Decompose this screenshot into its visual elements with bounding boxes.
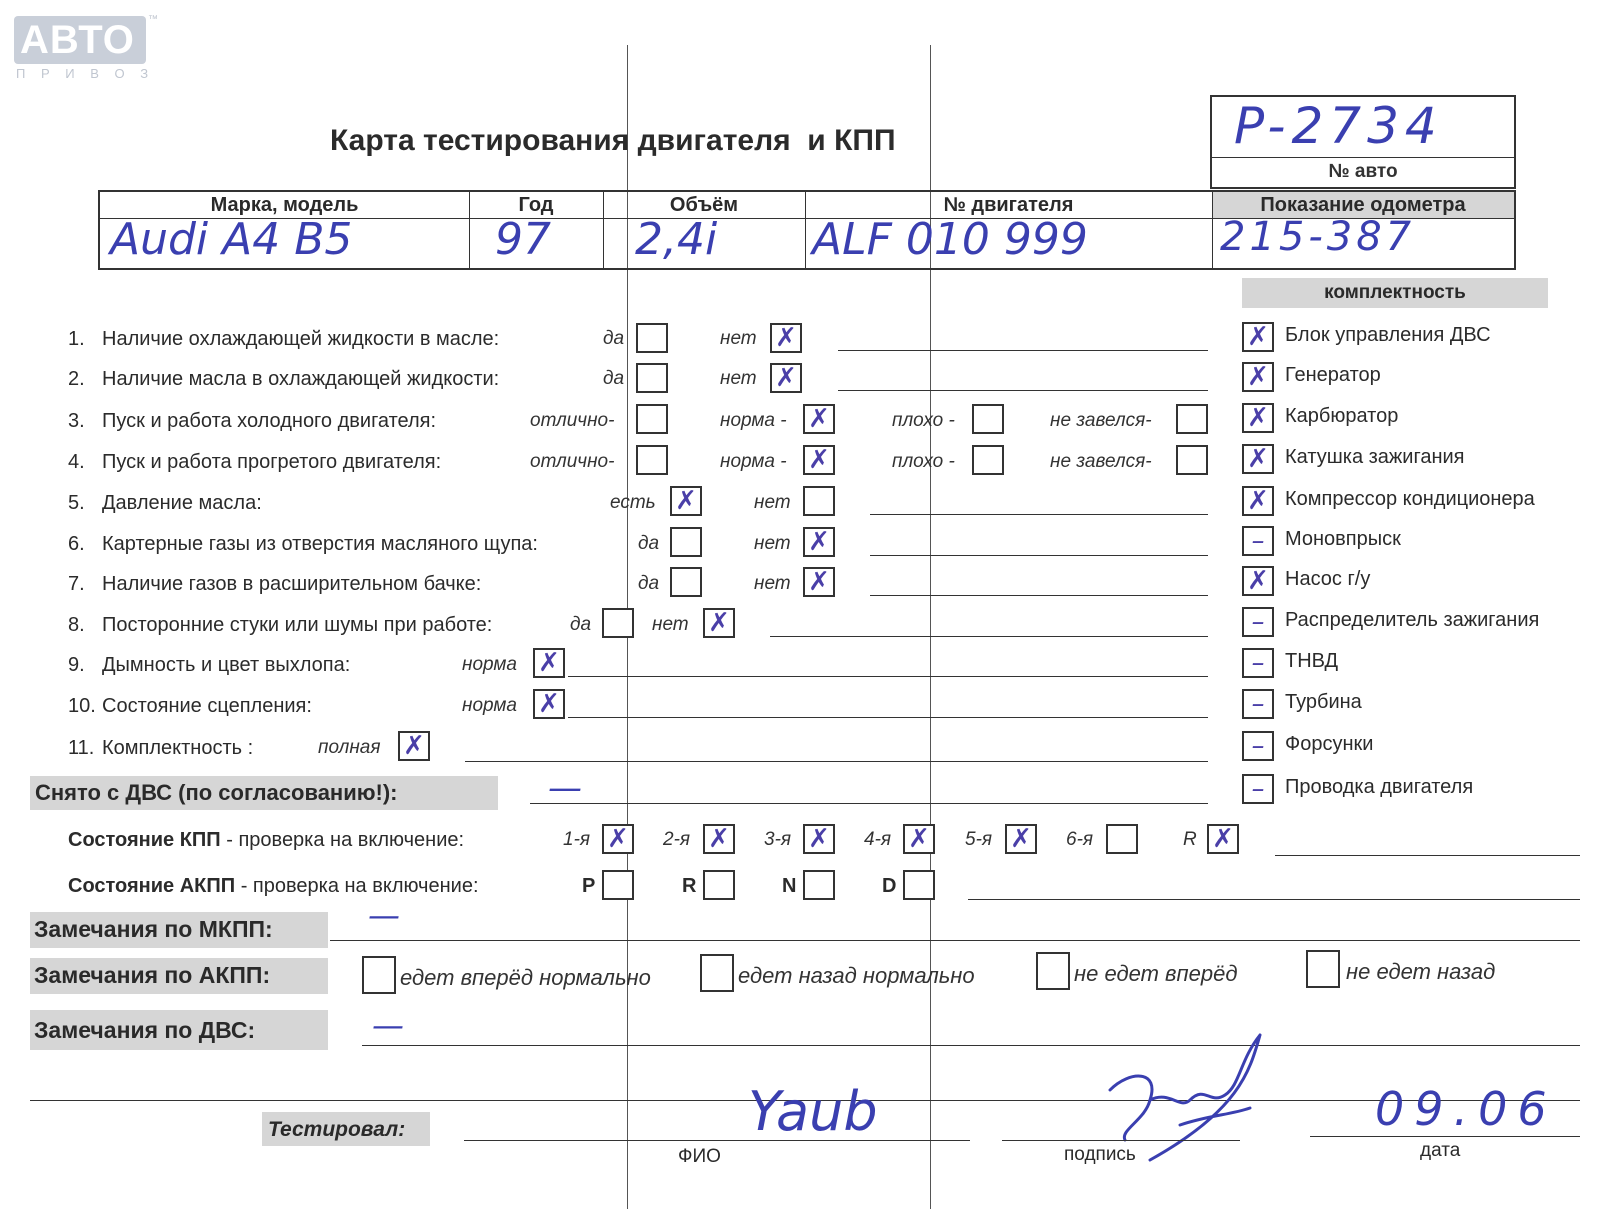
check-checkbox[interactable]: ✗ bbox=[670, 486, 702, 516]
check-option-label: полная bbox=[318, 737, 381, 758]
check-checkbox[interactable]: ✗ bbox=[533, 689, 565, 719]
removed-label: Снято с ДВС (по согласованию!): bbox=[35, 780, 398, 805]
remarks-akpp-label: Замечания по АКПП: bbox=[34, 962, 271, 988]
kpp-gear-checkbox[interactable]: ✗ bbox=[903, 824, 935, 854]
check-note-line bbox=[568, 676, 1208, 677]
check-checkbox[interactable]: ✗ bbox=[803, 527, 835, 557]
akpp-remark-label: едет назад нормально bbox=[738, 963, 975, 988]
check-checkbox[interactable]: ✗ bbox=[703, 608, 735, 638]
check-checkbox[interactable] bbox=[636, 363, 668, 393]
check-number: 7. bbox=[68, 573, 85, 595]
check-label: Наличие охлаждающей жидкости в масле: bbox=[102, 328, 500, 350]
kpp-gear-label: 2-я bbox=[663, 829, 691, 850]
kpp-gear-label: 5-я bbox=[965, 829, 993, 850]
completeness-item-label: Катушка зажигания bbox=[1285, 446, 1465, 468]
check-note-line bbox=[838, 350, 1208, 351]
completeness-item-label: Моновпрыск bbox=[1285, 528, 1401, 550]
kpp-gear-label: 6-я bbox=[1066, 829, 1094, 850]
check-option-label: нет bbox=[720, 368, 757, 389]
check-option-label: плохо - bbox=[892, 410, 955, 431]
check-option-label: норма - bbox=[720, 451, 787, 472]
check-option-label: отлично- bbox=[530, 451, 615, 472]
check-checkbox[interactable]: ✗ bbox=[803, 567, 835, 597]
kpp-gear-label: 4-я bbox=[864, 829, 892, 850]
remarks-mkpp-line bbox=[330, 940, 1580, 941]
completeness-item-label: ТНВД bbox=[1285, 650, 1339, 672]
check-option-label: не завелся- bbox=[1050, 410, 1152, 431]
check-option-label: норма bbox=[462, 654, 517, 675]
car-number-value: P-2734 bbox=[1234, 97, 1443, 155]
check-option-label: норма bbox=[462, 695, 517, 716]
check-checkbox[interactable] bbox=[670, 527, 702, 557]
check-label: Наличие масла в охлаждающей жидкости: bbox=[102, 368, 500, 390]
completeness-checkbox[interactable]: – bbox=[1242, 689, 1274, 719]
sign-line bbox=[1002, 1140, 1240, 1141]
check-label: Состояние сцепления: bbox=[102, 695, 312, 717]
tested-label: Тестировал: bbox=[268, 1118, 406, 1141]
check-option-label: да bbox=[570, 614, 592, 635]
check-checkbox[interactable]: ✗ bbox=[770, 323, 802, 353]
check-checkbox[interactable] bbox=[602, 608, 634, 638]
completeness-item-label: Распределитель зажигания bbox=[1285, 609, 1540, 631]
kpp-label: Состояние КПП - проверка на включение: bbox=[68, 829, 465, 851]
check-checkbox[interactable]: ✗ bbox=[770, 363, 802, 393]
date-line bbox=[1310, 1136, 1580, 1137]
akpp-mode-checkbox[interactable] bbox=[602, 870, 634, 900]
check-checkbox[interactable]: ✗ bbox=[803, 404, 835, 434]
check-label: Посторонние стуки или шумы при работе: bbox=[102, 614, 493, 636]
value-volume: 2,4i bbox=[635, 214, 718, 265]
completeness-item-label: Блок управления ДВС bbox=[1285, 324, 1491, 346]
value-engine-number: ALF 010 999 bbox=[812, 214, 1088, 265]
check-number: 3. bbox=[68, 410, 85, 432]
sign-label: подпись bbox=[1064, 1144, 1136, 1165]
completeness-item-label: Карбюратор bbox=[1285, 405, 1399, 427]
check-option-label: не завелся- bbox=[1050, 451, 1152, 472]
check-checkbox[interactable]: ✗ bbox=[398, 731, 430, 761]
check-number: 4. bbox=[68, 451, 85, 473]
completeness-title: комплектность bbox=[1324, 282, 1466, 303]
kpp-gear-checkbox[interactable]: ✗ bbox=[1207, 824, 1239, 854]
check-note-line bbox=[568, 717, 1208, 718]
check-label: Наличие газов в расширительном бачке: bbox=[102, 573, 482, 595]
completeness-checkbox[interactable]: ✗ bbox=[1242, 566, 1274, 596]
check-note-line bbox=[870, 555, 1208, 556]
check-checkbox[interactable] bbox=[1176, 404, 1208, 434]
completeness-item-label: Турбина bbox=[1285, 691, 1362, 713]
akpp-mode-checkbox[interactable] bbox=[903, 870, 935, 900]
completeness-checkbox[interactable]: ✗ bbox=[1242, 444, 1274, 474]
akpp-label: Состояние АКПП - проверка на включение: bbox=[68, 875, 479, 897]
akpp-mode-label: R bbox=[682, 875, 697, 897]
kpp-note-line bbox=[1275, 855, 1580, 856]
check-label: Пуск и работа холодного двигателя: bbox=[102, 410, 437, 432]
akpp-remark-checkbox[interactable] bbox=[362, 956, 396, 994]
fio-label: ФИО bbox=[678, 1146, 721, 1167]
check-label: Комплектность : bbox=[102, 737, 254, 759]
remarks-dvs-label: Замечания по ДВС: bbox=[34, 1017, 256, 1043]
kpp-gear-checkbox[interactable] bbox=[1106, 824, 1138, 854]
value-year: 97 bbox=[495, 214, 551, 265]
check-note-line bbox=[870, 595, 1208, 596]
remarks-mkpp-value: — bbox=[368, 896, 400, 934]
check-option-label: есть bbox=[610, 492, 656, 513]
fio-value: Yaub bbox=[748, 1080, 878, 1143]
kpp-gear-label: 1-я bbox=[563, 829, 591, 850]
akpp-remark-label: едет вперёд нормально bbox=[400, 965, 651, 990]
kpp-gear-checkbox[interactable]: ✗ bbox=[803, 824, 835, 854]
check-checkbox[interactable] bbox=[972, 445, 1004, 475]
kpp-gear-label: 3-я bbox=[764, 829, 792, 850]
akpp-mode-label: D bbox=[882, 875, 897, 897]
completeness-checkbox[interactable]: – bbox=[1242, 774, 1274, 804]
akpp-remark-checkbox[interactable] bbox=[1306, 950, 1340, 988]
check-option-label: норма - bbox=[720, 410, 787, 431]
logo bbox=[14, 16, 146, 64]
check-number: 8. bbox=[68, 614, 85, 636]
check-note-line bbox=[870, 514, 1208, 515]
removed-line bbox=[530, 803, 1208, 804]
header-col-engine-number: № двигателя bbox=[943, 194, 1074, 216]
check-number: 10. bbox=[68, 695, 96, 717]
akpp-note-line bbox=[968, 899, 1580, 900]
check-number: 2. bbox=[68, 368, 85, 390]
akpp-remark-label: не едет вперёд bbox=[1074, 961, 1238, 986]
check-label: Дымность и цвет выхлопа: bbox=[102, 654, 351, 676]
check-option-label: да bbox=[638, 573, 660, 594]
completeness-item-label: Генератор bbox=[1285, 364, 1381, 386]
header-col-year: Год bbox=[518, 194, 554, 216]
header-col-odometer: Показание одометра bbox=[1260, 194, 1466, 216]
check-number: 6. bbox=[68, 533, 85, 555]
akpp-mode-checkbox[interactable] bbox=[803, 870, 835, 900]
check-checkbox[interactable] bbox=[636, 404, 668, 434]
header-col-volume: Объём bbox=[669, 194, 739, 216]
completeness-checkbox[interactable]: ✗ bbox=[1242, 486, 1274, 516]
completeness-item-label: Форсунки bbox=[1285, 733, 1374, 755]
check-note-line bbox=[838, 390, 1208, 391]
check-checkbox[interactable] bbox=[670, 567, 702, 597]
check-checkbox[interactable]: ✗ bbox=[533, 648, 565, 678]
check-checkbox[interactable] bbox=[636, 323, 668, 353]
check-option-label: отлично- bbox=[530, 410, 615, 431]
kpp-gear-checkbox[interactable]: ✗ bbox=[703, 824, 735, 854]
fio-line bbox=[464, 1140, 970, 1141]
header-table bbox=[98, 190, 1516, 270]
car-number-label: № авто bbox=[1328, 161, 1398, 182]
remarks-dvs-line bbox=[362, 1045, 1580, 1046]
value-odometer: 215-387 bbox=[1220, 214, 1416, 260]
check-label: Давление масла: bbox=[102, 492, 262, 514]
akpp-mode-label: P bbox=[582, 875, 596, 897]
completeness-item-label: Проводка двигателя bbox=[1285, 776, 1474, 798]
check-checkbox[interactable]: ✗ bbox=[803, 445, 835, 475]
kpp-gear-checkbox[interactable]: ✗ bbox=[602, 824, 634, 854]
check-option-label: да bbox=[638, 533, 660, 554]
removed-value: — bbox=[548, 768, 582, 808]
logo-subtitle: П Р И В О З bbox=[16, 66, 155, 81]
completeness-checkbox[interactable]: – bbox=[1242, 526, 1274, 556]
completeness-checkbox[interactable]: – bbox=[1242, 731, 1274, 761]
akpp-remark-checkbox[interactable] bbox=[700, 954, 734, 992]
check-number: 9. bbox=[68, 654, 85, 676]
kpp-gear-label: R bbox=[1183, 829, 1197, 850]
akpp-mode-label: N bbox=[782, 875, 797, 897]
akpp-remark-checkbox[interactable] bbox=[1036, 952, 1070, 990]
completeness-checkbox[interactable]: ✗ bbox=[1242, 322, 1274, 352]
car-number-box bbox=[1210, 95, 1516, 189]
completeness-item-label: Насос г/у bbox=[1285, 568, 1371, 590]
check-label: Картерные газы из отверстия масляного щупа: bbox=[102, 533, 538, 555]
check-number: 5. bbox=[68, 492, 85, 514]
remarks-mkpp-label: Замечания по МКПП: bbox=[34, 916, 273, 942]
check-option-label: нет bbox=[754, 573, 791, 594]
completeness-checkbox[interactable]: – bbox=[1242, 648, 1274, 678]
akpp-mode-checkbox[interactable] bbox=[703, 870, 735, 900]
check-number: 11. bbox=[68, 737, 95, 759]
check-option-label: да bbox=[603, 328, 625, 349]
akpp-remark-label: не едет назад bbox=[1346, 959, 1496, 984]
header-col-model: Марка, модель bbox=[210, 194, 359, 216]
check-checkbox[interactable] bbox=[636, 445, 668, 475]
date-label: дата bbox=[1420, 1140, 1461, 1161]
kpp-gear-checkbox[interactable]: ✗ bbox=[1005, 824, 1037, 854]
check-note-line bbox=[770, 636, 1208, 637]
check-number: 1. bbox=[68, 328, 85, 350]
check-option-label: нет bbox=[754, 533, 791, 554]
check-note-line bbox=[465, 761, 1208, 762]
check-option-label: да bbox=[603, 368, 625, 389]
check-label: Пуск и работа прогретого двигателя: bbox=[102, 451, 442, 473]
completeness-checkbox[interactable]: – bbox=[1242, 607, 1274, 637]
check-checkbox[interactable] bbox=[1176, 445, 1208, 475]
completeness-checkbox[interactable]: ✗ bbox=[1242, 403, 1274, 433]
remarks-dvs-value: — bbox=[372, 1006, 404, 1044]
logo-trademark: ™ bbox=[148, 14, 158, 25]
completeness-checkbox[interactable]: ✗ bbox=[1242, 362, 1274, 392]
check-checkbox[interactable] bbox=[972, 404, 1004, 434]
check-checkbox[interactable] bbox=[803, 486, 835, 516]
check-option-label: нет bbox=[754, 492, 791, 513]
value-model: Audi A4 B5 bbox=[110, 214, 353, 265]
check-option-label: нет bbox=[652, 614, 689, 635]
page-title: Карта тестирования двигателя и КПП bbox=[330, 124, 896, 157]
completeness-item-label: Компрессор кондиционера bbox=[1285, 488, 1535, 510]
check-option-label: нет bbox=[720, 328, 757, 349]
logo-brand: АВТО bbox=[20, 18, 135, 62]
date-value: 09.06 bbox=[1375, 1082, 1557, 1136]
check-option-label: плохо - bbox=[892, 451, 955, 472]
